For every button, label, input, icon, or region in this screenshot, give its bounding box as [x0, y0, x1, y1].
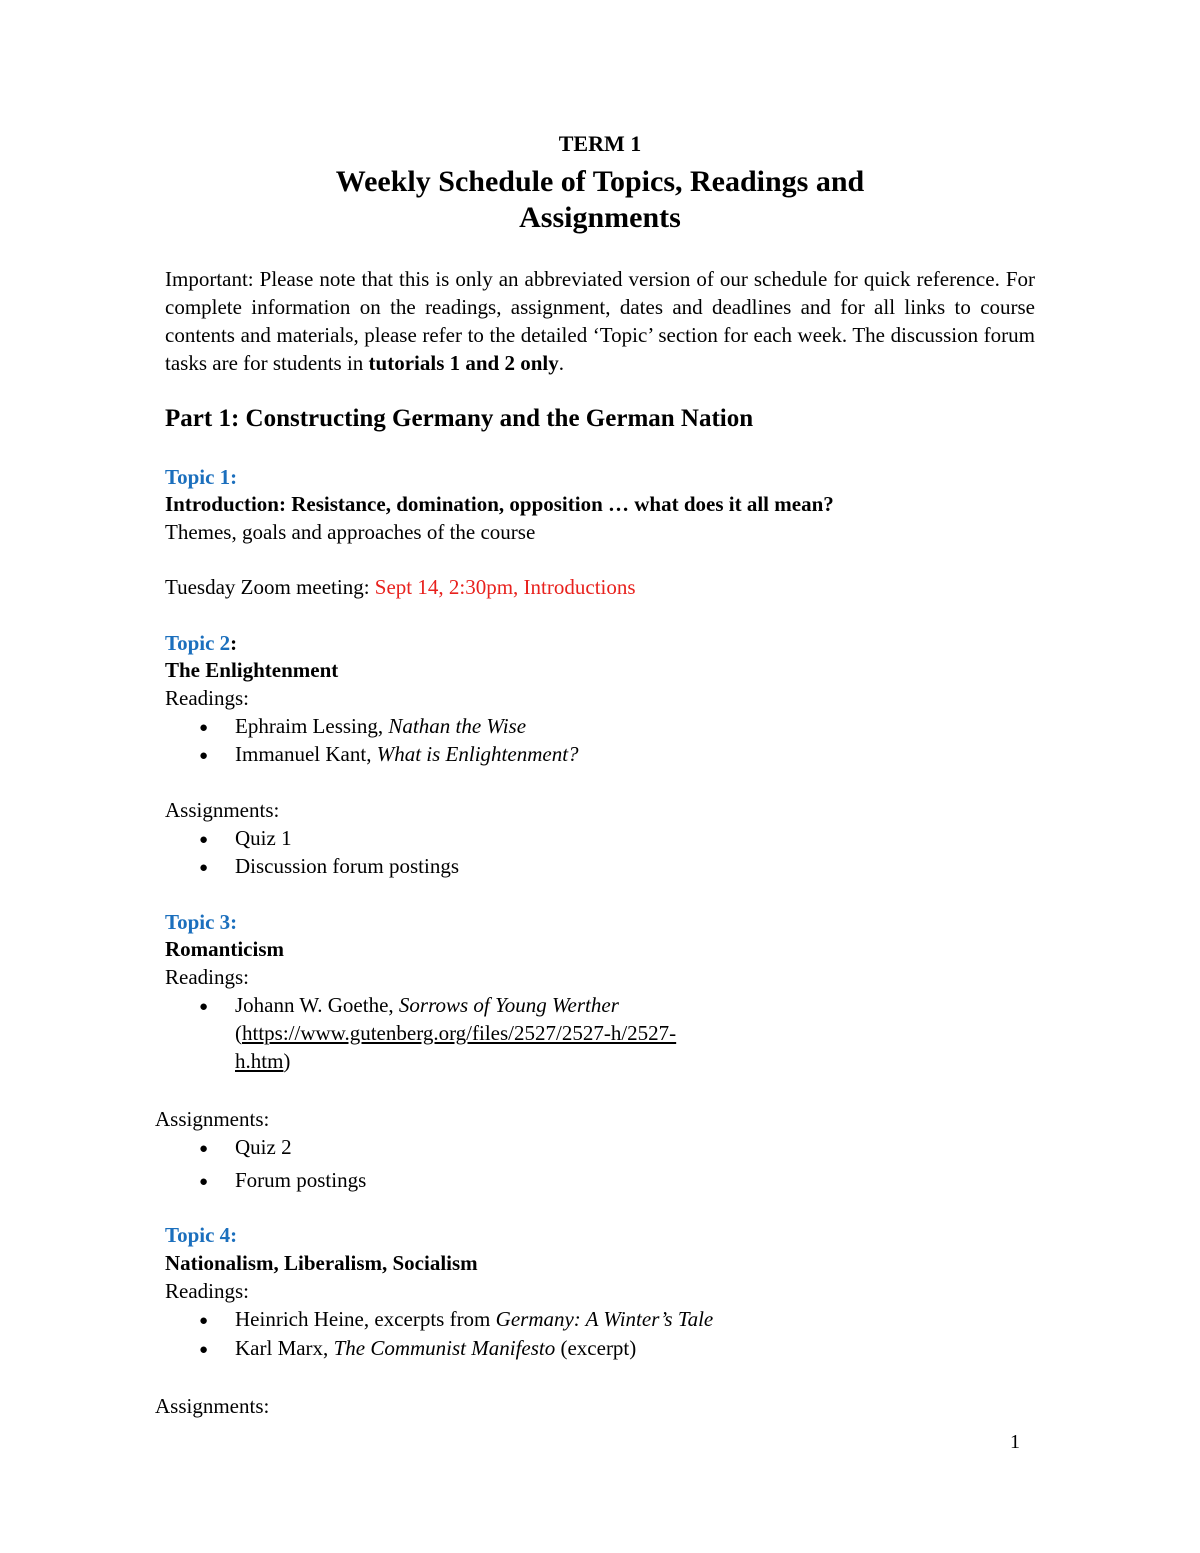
bullet-icon: ● — [199, 720, 209, 736]
term-heading: TERM 1 — [558, 131, 642, 156]
topic-4-title: Nationalism, Liberalism, Socialism — [165, 1251, 478, 1275]
reading-work: What is Enlightenment? — [376, 742, 579, 766]
topic-3-assignment-2: Forum postings — [235, 1168, 367, 1192]
topic-4-reading-2 — [235, 1338, 636, 1359]
topic-3-label: Topic 3: — [165, 910, 238, 934]
bullet-icon: ● — [199, 832, 209, 848]
gutenberg-link[interactable]: https://www.gutenberg.org/files/2527/2527-h/2527- — [242, 1021, 677, 1045]
page-number: 1 — [1010, 1431, 1020, 1453]
zoom-detail: Sept 14, 2:30pm, Introductions — [374, 575, 636, 599]
reading-work: Nathan the Wise — [388, 714, 527, 738]
page-title-line-1: Weekly Schedule of Topics, Readings and — [335, 165, 865, 198]
reading-work: Sorrows of Young Werther — [398, 993, 619, 1017]
reading-author: Heinrich Heine, excerpts from — [235, 1307, 496, 1331]
topic-2-title: The Enlightenment — [165, 658, 339, 682]
bullet-icon: ● — [199, 748, 209, 764]
reading-author: Immanuel Kant, — [235, 742, 377, 766]
bullet-icon: ● — [199, 860, 209, 876]
topic-2-label: Topic 2 — [165, 631, 231, 655]
topic-3-readings-label: Readings: — [165, 965, 249, 989]
topic-3-reading-1 — [235, 995, 619, 1016]
topic-2-assignments-label: Assignments: — [165, 798, 280, 822]
bullet-icon: ● — [199, 1342, 209, 1358]
gutenberg-link-cont[interactable]: h.htm — [235, 1049, 284, 1073]
intro-paragraph — [165, 265, 1035, 377]
reading-author: Karl Marx, — [235, 1336, 334, 1360]
topic-3-assignment-1: Quiz 2 — [235, 1135, 292, 1159]
page-title-line-2: Assignments — [519, 201, 681, 234]
topic-2-label-line — [165, 633, 237, 654]
topic-2-assignment-1: Quiz 1 — [235, 826, 292, 850]
reading-work: Germany: A Winter’s Tale — [495, 1307, 714, 1331]
topic-4-label: Topic 4: — [165, 1223, 238, 1247]
topic-1-subtitle: Themes, goals and approaches of the course — [165, 520, 536, 544]
intro-bold-text: tutorials 1 and 2 only — [368, 351, 559, 375]
topic-2-reading-1 — [235, 716, 526, 737]
bullet-icon: ● — [199, 999, 209, 1015]
topic-1-zoom-meeting — [165, 577, 636, 598]
bullet-icon: ● — [199, 1141, 209, 1157]
link-close-paren: ) — [283, 1049, 291, 1073]
reading-author: Johann W. Goethe, — [235, 993, 399, 1017]
intro-end: . — [558, 351, 564, 375]
link-open-paren: ( — [235, 1021, 242, 1045]
reading-author: Ephraim Lessing, — [235, 714, 389, 738]
topic-2-reading-2 — [235, 744, 579, 765]
topic-2-readings-label: Readings: — [165, 686, 249, 710]
zoom-label: Tuesday Zoom meeting: — [165, 575, 375, 599]
topic-4-assignments-label: Assignments: — [155, 1394, 270, 1418]
topic-4-readings-label: Readings: — [165, 1279, 249, 1303]
gutenberg-link-line-1 — [235, 1023, 676, 1044]
intro-text: Important: Please note that this is only an abbreviated version of our schedule for quick reference. For complete information on the readings, assignment, dates and deadlines and for all links to course contents and materials, please refer to the detailed ‘Topic’ section for each week. The discussion forum tasks are for students in — [165, 267, 1035, 375]
reading-work: The Communist Manifesto — [333, 1336, 556, 1360]
part-1-heading: Part 1: Constructing Germany and the German Nation — [165, 405, 754, 432]
topic-1-title: Introduction: Resistance, domination, opposition … what does it all mean? — [165, 492, 834, 516]
bullet-icon: ● — [199, 1174, 209, 1190]
topic-3-assignments-label: Assignments: — [155, 1107, 270, 1131]
topic-1-label: Topic 1: — [165, 465, 238, 489]
topic-2-assignment-2: Discussion forum postings — [235, 854, 460, 878]
topic-2-label-colon: : — [230, 631, 238, 655]
topic-4-reading-1 — [235, 1309, 713, 1330]
bullet-icon: ● — [199, 1313, 209, 1329]
topic-3-title: Romanticism — [165, 937, 284, 961]
gutenberg-link-line-2 — [235, 1051, 290, 1072]
reading-suffix: (excerpt) — [555, 1336, 637, 1360]
